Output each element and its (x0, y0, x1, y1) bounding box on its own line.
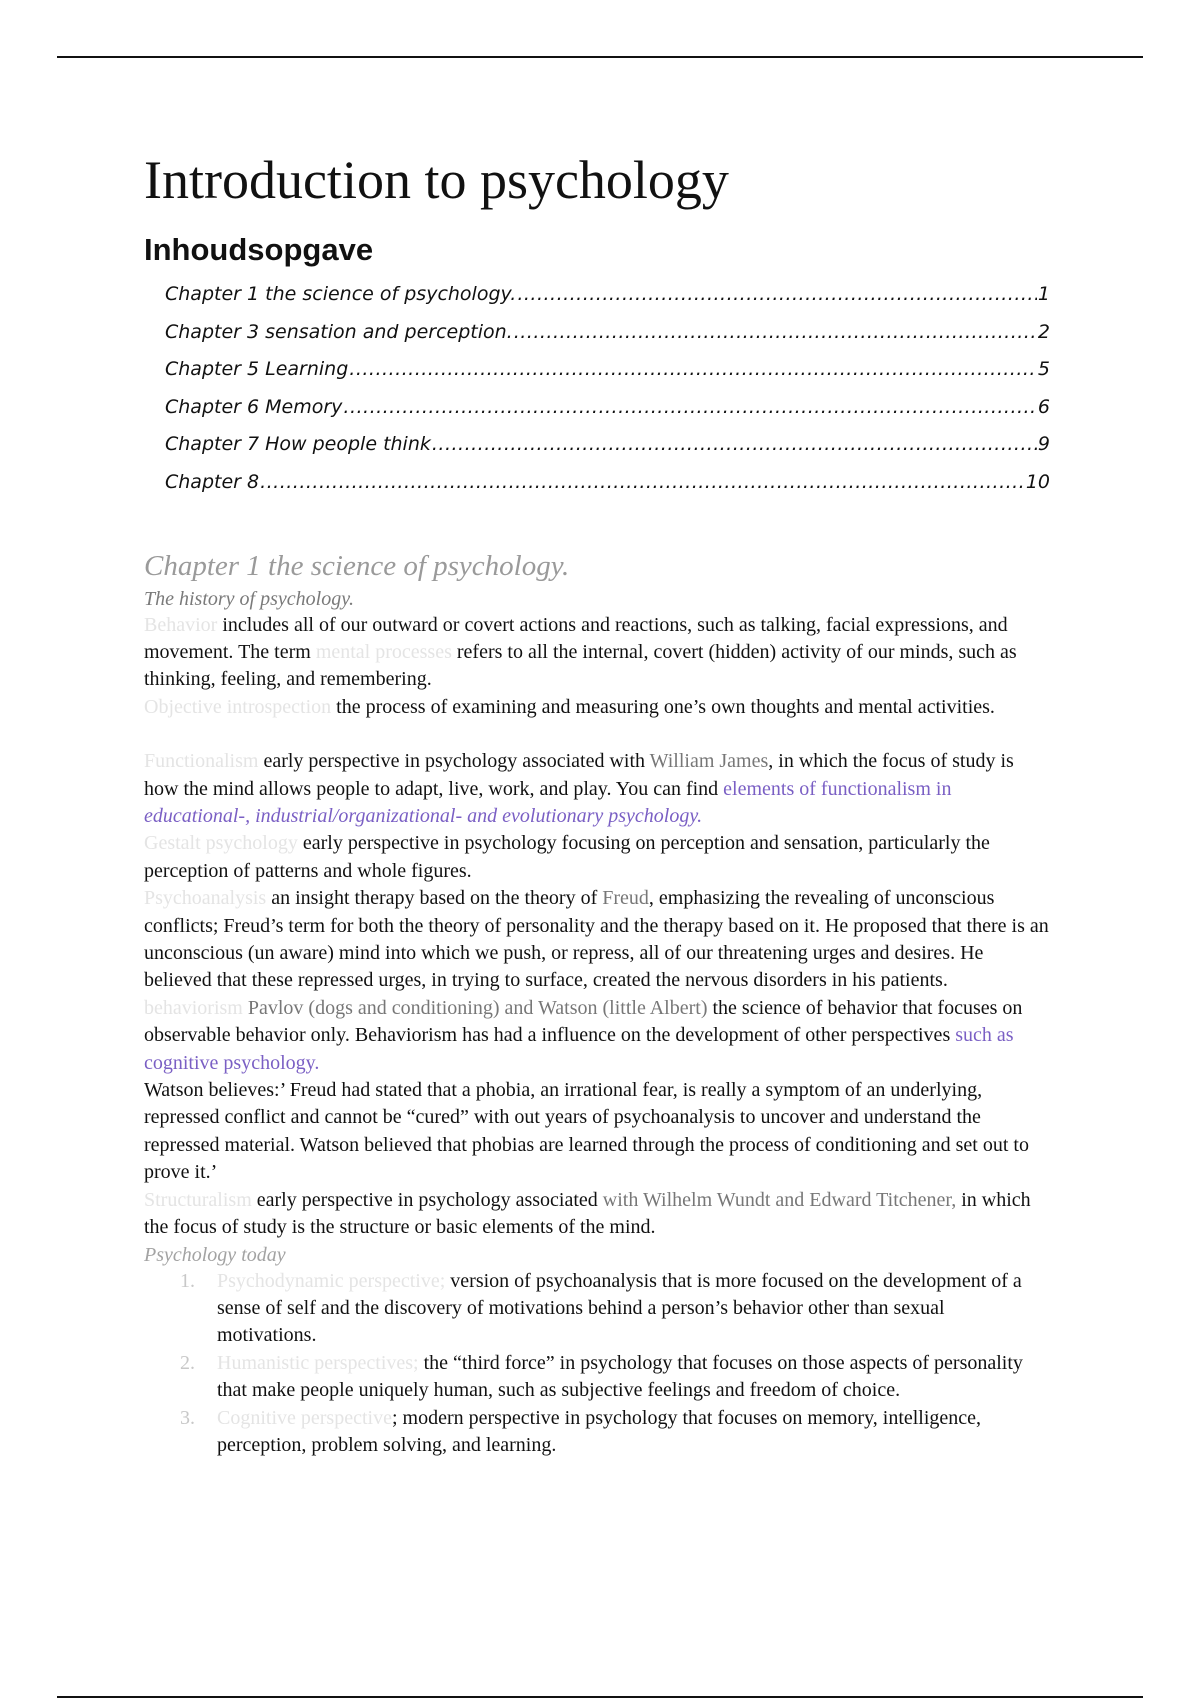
term-behavior: Behavior (144, 613, 218, 636)
functionalism-link-italic[interactable]: educational-, industrial/organizational- and evolutionary psychology. (144, 805, 703, 827)
name-william-james: William James (649, 750, 769, 773)
toc-entry[interactable] (165, 464, 1050, 502)
term-structuralism: Structuralism (144, 1188, 252, 1211)
toc-entry-page: 10 (1025, 470, 1050, 493)
term-humanistic: Humanistic perspectives; (217, 1351, 419, 1374)
toc-entry-page: 2 (1037, 320, 1050, 343)
structuralism-names: with Wilhelm Wundt and Edward Titchener, (602, 1188, 957, 1211)
name-freud: Freud (602, 887, 649, 910)
cognitive-text: ; modern perspective in psychology that focuses on memory, intelligence, perception, problem solving, and learning. (217, 1406, 982, 1456)
toc-entry-label: Chapter 3 sensation and perception. (165, 320, 513, 343)
psychoanalysis-text-2: , emphasizing the revealing of unconscious conflicts; Freud’s term for both the theory of personality and the therapy based on it. He proposed that there is an unconscious (un aware) mind into which we push, or repress, all of our threatening urges and desires. He believed that these repressed urges, in trying to surface, created the nervous disorders in his patients. (144, 887, 1049, 992)
behavior-paragraph (144, 612, 1049, 694)
list-number: 3. (180, 1406, 195, 1429)
introspection-text: the process of examining and measuring one’s own thoughts and mental activities. (331, 695, 995, 718)
history-subheading: The history of psychology. (144, 587, 354, 610)
toc-entry-page: 9 (1037, 433, 1050, 456)
term-behaviorism: behaviorism (144, 996, 243, 1019)
term-psychodynamic: Psychodynamic perspective; (217, 1269, 446, 1292)
psychodynamic-text: version of psychoanalysis that is more focused on the development of a sense of self and the discovery of motivations behind a person’s behavior other than sexual motivations. (217, 1269, 1022, 1347)
toc-leader (514, 314, 1037, 352)
toc-entry-page: 6 (1037, 395, 1050, 418)
toc-leader (260, 464, 1025, 502)
list-number: 1. (180, 1269, 195, 1292)
term-gestalt: Gestalt psychology (144, 832, 298, 855)
behaviorism-paragraph (144, 995, 1049, 1077)
chapter-heading: Chapter 1 the science of psychology. (144, 549, 570, 582)
toc-entry[interactable] (165, 389, 1050, 427)
psychoanalysis-paragraph (144, 885, 1049, 995)
toc-entry[interactable] (165, 426, 1050, 464)
watson-quote: Watson believes:’ Freud had stated that a phobia, an irrational fear, is really a symptom of an underlying, repressed conflict and cannot be “cured” with out years of psychoanalysis to uncover and understand the repressed material. Watson believed that phobias are learned through the process of conditioning and set out to prove it.’ (144, 1079, 1029, 1184)
toc-entry-label: Chapter 6 Memory (165, 395, 343, 418)
toc-leader (343, 389, 1037, 427)
toc-entry-label: Chapter 1 the science of psychology. (165, 283, 517, 305)
toc-heading: Inhoudsopgave (144, 232, 374, 267)
toc-entry-page: 5 (1037, 358, 1050, 381)
toc-leader (517, 276, 1037, 314)
table-of-contents (144, 276, 1050, 502)
term-cognitive: Cognitive perspective (217, 1406, 392, 1429)
toc-entry[interactable] (165, 314, 1050, 352)
structuralism-text-2: in which the focus of study is the structure or basic elements of the mind. (144, 1188, 1031, 1239)
toc-entry[interactable] (165, 276, 1050, 314)
toc-entry-label: Chapter 7 How people think (165, 433, 431, 456)
toc-entry-label: Chapter 8 (165, 470, 260, 493)
behavior-text: includes all of our outward or covert actions and reactions, such as talking, facial expressions, and movement. The term (144, 613, 1008, 663)
footer-rule (57, 1696, 1143, 1698)
functionalism-link[interactable]: elements of functionalism in (723, 777, 952, 800)
header-rule (57, 56, 1143, 58)
gestalt-paragraph (144, 830, 1049, 885)
list-item (180, 1350, 1049, 1405)
functionalism-text-2: , in which the focus of study is how the mind allows people to adapt, live, work, and play. You can find (144, 750, 1014, 800)
toc-leader (432, 426, 1037, 464)
term-mental-processes: mental processes (315, 640, 452, 663)
spacer (144, 721, 1049, 748)
document-body (144, 140, 1049, 1459)
list-number: 2. (180, 1351, 195, 1374)
toc-entry[interactable] (165, 351, 1050, 389)
gestalt-text: early perspective in psychology focusing on perception and sensation, particularly the perception of patterns and whole figures. (144, 832, 990, 882)
structuralism-paragraph (144, 1187, 1049, 1242)
toc-entry-label: Chapter 5 Learning (165, 358, 349, 381)
behaviorism-link[interactable]: such as cognitive psychology. (144, 1024, 1014, 1074)
list-item (180, 1268, 1049, 1350)
term-psychoanalysis: Psychoanalysis (144, 887, 267, 910)
humanistic-text: the “third force” in psychology that focuses on those aspects of personality that make people uniquely human, such as subjective feelings and freedom of choice. (217, 1351, 1023, 1402)
toc-leader (349, 351, 1037, 389)
toc-entry-page: 1 (1037, 283, 1050, 305)
structuralism-text: early perspective in psychology associated (251, 1188, 603, 1211)
functionalism-paragraph (144, 748, 1049, 830)
functionalism-text: early perspective in psychology associated with (258, 750, 650, 773)
perspectives-list (144, 1268, 1049, 1460)
term-introspection: Objective introspection (144, 695, 332, 718)
list-item (180, 1405, 1049, 1460)
document-title: Introduction to psychology (144, 150, 729, 210)
introspection-paragraph (144, 694, 1049, 721)
term-functionalism: Functionalism (144, 750, 259, 773)
behaviorism-names: Pavlov (dogs and conditioning) and Watson (little Albert) (242, 996, 708, 1019)
behaviorism-text: the science of behavior that focuses on observable behavior only. Behaviorism has had a influence on the development of other perspectives (144, 996, 1023, 1047)
psychoanalysis-text: an insight therapy based on the theory of (266, 887, 603, 910)
mental-processes-text: refers to all the internal, covert (hidden) activity of our minds, such as thinking, feeling, and remembering. (144, 640, 1017, 691)
today-subheading: Psychology today (144, 1243, 286, 1266)
